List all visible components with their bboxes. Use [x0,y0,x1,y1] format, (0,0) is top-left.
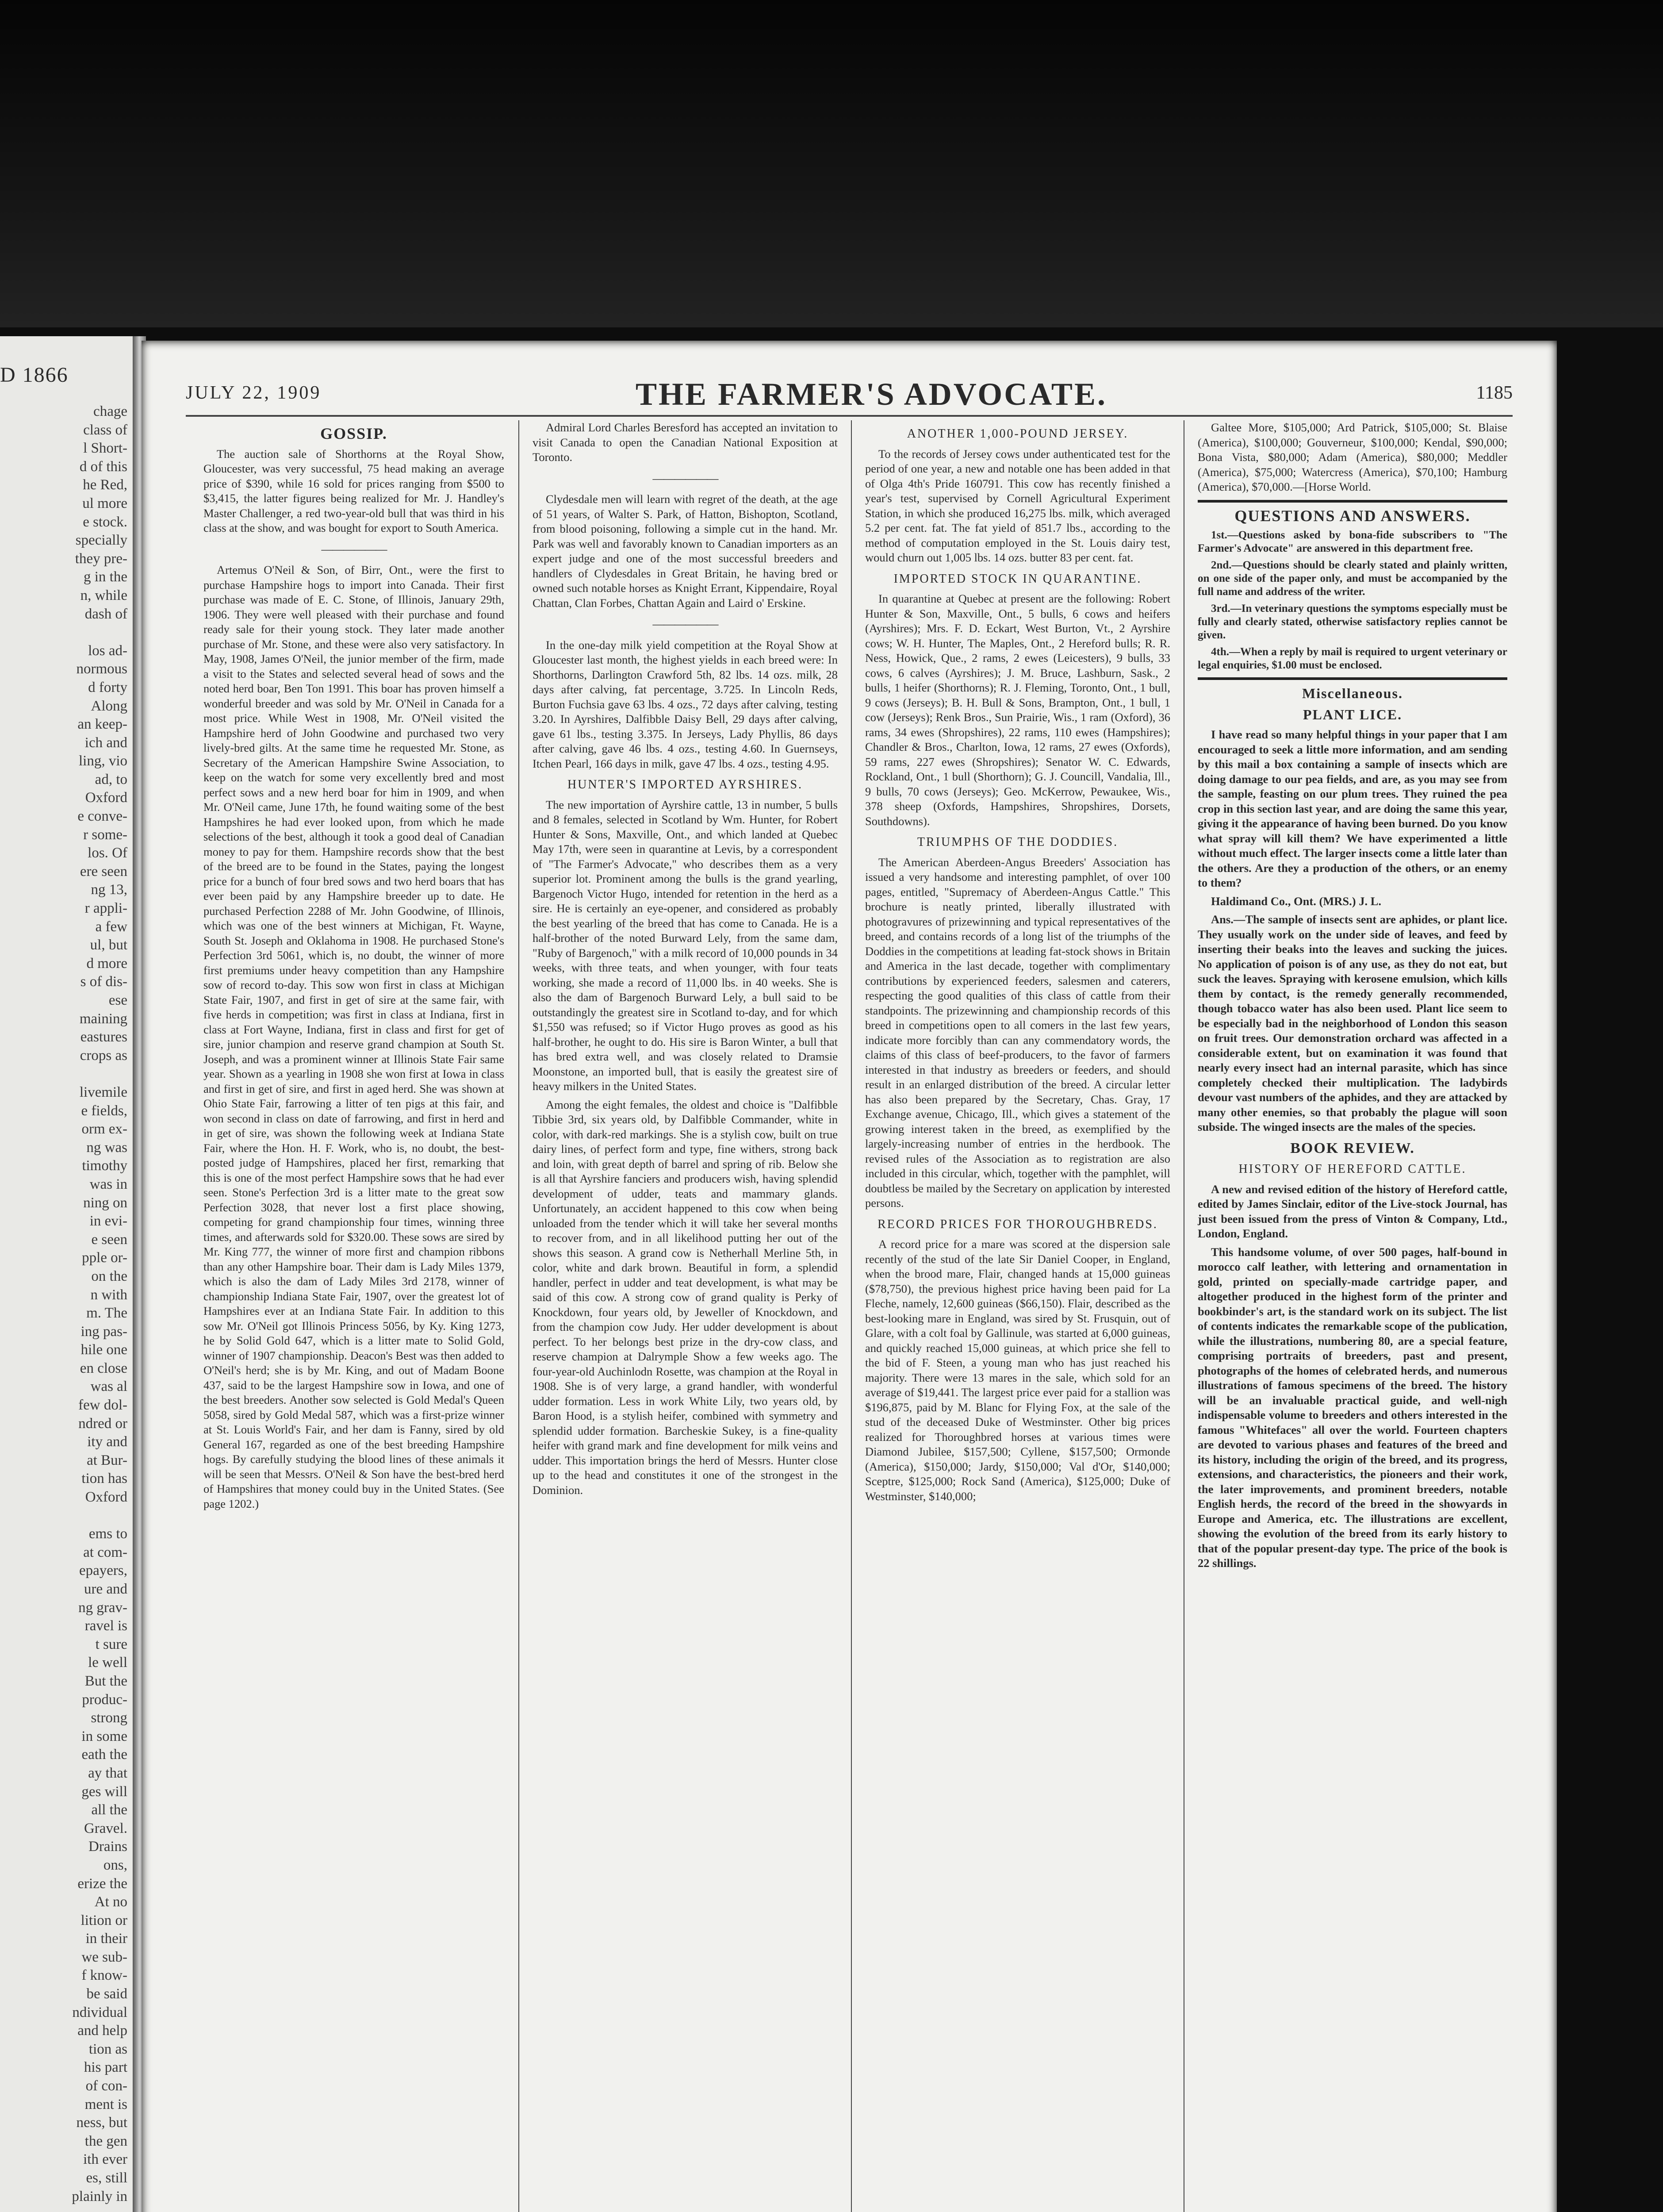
adjacent-page-line [4,623,127,642]
adjacent-page-line: class of [83,422,127,438]
adjacent-page-line: few dol- [78,1397,127,1413]
qa-rule-1: 1st.—Questions asked by bona-fide subscribers to "The Farmer's Advocate" are answered in this department free. [1198,529,1507,554]
adjacent-page-line: s of dis- [80,974,127,990]
doddies-paragraph: The American Aberdeen-Angus Breeders' Association has issued a very handsome and interesting pamphlet, of over 100 pages, entitled, "Supremacy of Aberdeen-Angus Cattle." This brochure is neatly printed, liberally illustrated with photogravures of prizewinning and typical representatives of the breed, and contains records of a long list of the triumphs of the Doddies in the competitions at leading fat-stock shows in Britain and America in the last decade, together with complimentary contributions by experienced feeders, salesmen and caterers, respecting the good qualities of this class of cattle from their standpoints. The prizewinning and championship records of this breed in competitions open to all comers in the last few years, indicate more forcibly than can any commendatory words, the claims of this class of beef-producers, to the favor of farmers interested in that industry as breeders or feeders, and should result in an enlarged distribution of the breed. A circular letter has also been prepared by the Secretary, Chas. Gray, 17 Exchange avenue, Chicago, Ill., which gives a statement of the growing interest taken in the breed, as exemplified by the largely-increasing number of entries in the herdbook. The revised rules of the Association as to registration are also included in this circular, which, together with the pamphlet, will doubtless be mailed by the Secretary on application by interested persons. [865,855,1170,1210]
adjacent-page-line: But the [84,1673,127,1689]
adjacent-page-line: ges will [81,1783,127,1800]
adjacent-page-line: erize the [77,1875,127,1892]
page-header [186,376,1513,411]
adjacent-page-line: at com- [83,1544,127,1560]
adjacent-page-line: tion has [81,1471,127,1487]
adjacent-page-line [4,1507,127,1525]
book-review-paragraph-1: A new and revised edition of the history of Hereford cattle, edited by James Sinclair, editor of the Live-stock Journal, has just been issued from the press of Vinton & Company, Ltd., London, England. [1198,1182,1507,1240]
separator: —————— [321,542,387,556]
adjacent-page-line: dash of [84,606,127,622]
adjacent-page-line: eath the [81,1747,127,1763]
adjacent-page-line: Oxford [85,1489,127,1505]
thoroughbreds-heading: RECORD PRICES FOR THOROUGHBREDS. [877,1217,1158,1231]
adjacent-page-line: e conve- [77,808,127,825]
adjacent-page-line: ning on [83,1194,127,1211]
column-3 [865,420,1170,1507]
book-review-subheading: HISTORY OF HEREFORD CATTLE. [1238,1162,1467,1176]
thoroughbreds-paragraph: A record price for a mare was scored at the dispersion sale recently of the stud of the late Sir Daniel Cooper, in England, when the brood mare, Flair, changed hands at 15,000 guineas ($78,750), the previous highest price having been paid for La Fleche, namely, 12,600 guineas ($66,150). Flair, described as the best-looking mare in England, was sired by St. Frusquin, out of Glare, with a colt foal by Gallinule, was started at 6,000 guineas, and quickly reached 15,000 guineas, at which price she fell to the bid of F. Steen, a young man who has just reached his majority. There were 13 mares in the sale, which sold for an average of $19,441. The largest price ever paid for a stallion was $196,875, paid by M. Blanc for Flying Fox, at the sale of the stud of the deceased Duke of Westminster. Other big prices realized for Thoroughbred horses at various times were Diamond Jubilee, $157,500; Cyllene, $157,500; Ormonde (America), $150,000; Jardy, $150,000; Val d'Or, $140,000; Sceptre, $125,000; Rock Sand (America), $125,000; Duke of Westminster, $140,000; [865,1237,1170,1503]
plant-lice-heading: PLANT LICE. [1303,706,1402,722]
ayrshires-paragraph-1: The new importation of Ayrshire cattle, 13 in number, 5 bulls and 8 females, selected in Scotland by Wm. Hunter, for Robert Hunter & Sons, Maxville, Ont., and which landed at Quebec May 17th, were seen in quarantine at Levis, by a correspondent of "The Farmer's Advocate," who describes them as a very superior lot. Prominent among the bulls is the grand yearling, Bargenoch Victor Hugo, intended for retention in the herd as a sire. He is certainly an eye-opener, and considered as probably the best yearling of the breed that has come to Canada. He is a half-brother of the noted Burward Lely, from the same dam, "Ruby of Bargenoch," with a milk record of 10,000 pounds in 34 weeks, with three teats, and when younger, with four teats working, she made a record of 11,000 lbs. in 40 weeks. She is also the dam of Bargenoch Burward Lely, a bull said to be outstandingly the greatest sire in Scotland to-day, and for which $1,550 was refused; so if Victor Hugo proves as good as his half-brother, he ought to do. His sire is Baron Winter, a bull that has bred extra well, and was closely related to Dramsie Moonstone, an imported bull, that is easily the greatest sire of heavy milkers in the United States. [533,798,838,1093]
adjacent-page-line: ness, but [76,2115,127,2131]
adjacent-page-line: crops as [80,1047,127,1064]
quarantine-paragraph: In quarantine at Quebec at present are the following: Robert Hunter & Son, Maxville, Ont., 5 bulls, 6 cows and heifers (Ayrshires); Mrs. F. D. Eckart, West Burton, Vt., 2 Ayrshire cows; W. H. Hunter, The Maples, Ont., 2 Hereford bulls; R. R. Ness, Howick, Que., 2 rams, 2 ewes (Leicesters), 9 bulls, 33 cows, 6 calves (Ayrshires); J. M. Bruce, Lashburn, Sask., 2 bulls, 1 heifer (Shorthorns); R. J. Fleming, Toronto, Ont., 1 bull, 9 cows (Jerseys); B. H. Bull & Sons, Brampton, Ont., 1 bull, 1 cow (Jerseys); Renk Bros., Sun Prairie, Wis., 1 ram (Oxford), 36 rams, 34 ewes (Shropshires), 22 rams, 110 ewes (Hampshires); Chandler & Bros., Charlton, Iowa, 12 rams, 27 ewes (Oxfords), 59 rams, 227 ewes (Shropshires); Senator W. C. Edwards, Rockland, Ont., 1 bull (Shorthorn); G. J. Councill, Vandalia, Ill., 9 bulls, 70 cows (Jerseys); Geo. McKerrow, Pewaukee, Wis., 378 sheep (Oxfords, Hampshires, Shropshires, Dorsets, Southdowns). [865,592,1170,828]
masthead-title: THE FARMER'S ADVOCATE. [636,376,1107,412]
adjacent-page-line: e stock. [83,514,127,530]
adjacent-page-line: ng 13, [91,882,127,898]
adjacent-page-line: timothy [82,1158,127,1174]
adjacent-page-line: orm ex- [81,1121,127,1137]
gossip-paragraph-2: Artemus O'Neil & Son, of Birr, Ont., were the first to purchase Hampshire hogs to import into Canada. Their first purchase was made of E. C. Stone, of Illinois, January 29th, 1906. They were well pleased with their purchase and found ready sale for their young stock. They later made another purchase of Mr. Stone, and these were also very satisfactory. In May, 1908, James O'Neil, the junior member of the firm, made a visit to the States and selected several head of sows and the noted herd boar, Ben Ton 1991. This boar has proven himself a wonderful breeder and was sold by Mr. O'Neil in Canada for a most price. While West in 1908, Mr. O'Neil visited the Hampshire herd of John Goodwine and purchased two very lively-bred gilts. At the same time he requested Mr. Stone, as Secretary of the American Hampshire Swine Association, to keep on the watch for some very excellently bred and most perfect sows and a new herd boar for him in 1909, and when Mr. O'Neil came, June 17th, he found waiting some of the best Hampshires he had ever looked upon, from which he made selections of the best, although it took a good deal of Canadian money to pay for them. Hampshire records show that the best of the breed are to be found in the States, paying the longest price for a bunch of four bred sows and two herd boars that has ever been paid by any Hampshire breeder up to date. He purchased Perfection 2288 of Mr. John Goodwine, of Illinois, which was one of the best winners at Michigan, Ft. Wayne, South St. Joseph and Oklahoma in 1908. He purchased Stone's Perfection 3rd 5061, which is, no doubt, the winner of more first premiums under heavy competition than any Hampshire sow of record to-day. This sow won first in class at Michigan State Fair, 1907, and first in get of sire at the same fair, with five herds in competition; was first in class at Indiana, first in class at Fort Wayne, Indiana, first in class and first for get of sire, junior champion and reserve grand champion at South St. Joseph, and was a prominent winner at Illinois State Fair same year. Shown as a yearling in 1908 she won first at Iowa in class and first in get of sire, and first in aged herd. She was shown at Ohio State Fair, farrowing a litter of ten pigs at this fair, and won second in class on date of farrowing, and first in herd and in get of sire, was shown the following week at Indiana State Fair, where the Hon. H. F. Work, who is, no doubt, the best-posted judge of Hampshires, placed her first, remarking that this is one of the most perfect Hampshire sows that he had ever seen. Stone's Perfection 3rd is a litter mate to the great sow Perfection 3028, that never lost a first place showing, competing for grand championship four times, winning three times, and afterwards sold for $320.00. These sows are sired by Mr. King 777, the winner of more first and champion ribbons than any other Hampshire boar. Their dam is Lady Miles 1379, which is also the dam of Lady Miles 3rd 2178, winner of championship Indiana State Fair, 1907, over the greatest lot of Hampshires ever at an Indiana State Fair. In addition to this sow Mr. O'Neil got Illinois Princess 5056, by Ky. King 1273, he by Solid Gold 647, which is a litter mate to Solid Gold, winner of 1907 championship. Deacon's Best was then added to O'Neil's herd; she is by Mr. King, and out of Madam Boone 437, said to be the largest Hampshire sow in Iowa, and one of the best breeders. Another sow selected is Gold Medal's Queen 5058, sired by Gold Medal 587, which was a first-prize winner at St. Louis World's Fair, and her dam is Fanny, sired by old General 167, regarded as one of the best breeding Hampshire hogs. By carefully studying the blood lines of these animals it will be seen that Messrs. O'Neil & Son have the best-bred herd of Hampshires that money could buy in the United States. (See page 1202.) [203,563,504,1510]
horse-prices-paragraph: Galtee More, $105,000; Ard Patrick, $105,000; St. Blaise (America), $100,000; Gouverneur, $100,000; Kendal, $90,000; Bona Vista, $80,000; Adam (America), $80,000; Meddler (America), $75,000; Watercress (America), $70,100; Hamburg (America), $70,000.—[Horse World. [1198,421,1507,493]
adjacent-page-line: los ad- [88,642,127,659]
separator: —————— [652,471,718,485]
adjacent-page-line: hile one [80,1342,127,1358]
adjacent-page-line: ons, [103,1857,127,1873]
ayrshires-paragraph-2: Among the eight females, the oldest and choice is "Dalfibble Tibbie 3rd, six years old, by Dalfibble Commander, white in color, with dark-red markings. She is a stylish cow, built on true dairy lines, of perfect form and type, fine withers, strong back and loin, with great depth of barrel and spring of rib. Below she is all that Ayrshire fanciers and producers wish, having splendid development of udder, teats and mammary glands. Unfortunately, an accident happened to this cow when being unloaded from the tender which it will take her several months to recover from, and in all likelihood putting her out of the shows this season. A grand cow is Netherhall Merline 5th, in color, white and dark brown. Beautiful in form, a splendid handler, perfect in udder and teat development, is what may be said of this cow. A strong cow of grand quality is Perky of Knockdown, four years old, by Jeweller of Knockdown, and from the champion cow Judy. Her udder development is about perfect. To her belongs best prize in the dry-cow class, and reserve champion at Dalrymple Show a few weeks ago. The four-year-old Auchinlodn Rosette, was champion at the Royal in 1908. She is of very large, a grand handler, with wonderful udder formation. Less in work White Lily, two years old, by Baron Hood, is a stylish heifer, combined with symmetry and splendid udder formation. Barcheskie Sukey, is a fine-quality heifer with grand mark and fine development for milk veins and udder. This importation brings the herd of Messrs. Hunter close up to the head and constitutes it one of the strongest in the Dominion. [533,1098,838,1497]
adjacent-page-line: specially [75,532,127,549]
adjacent-page-line: in their [85,1931,127,1947]
adjacent-page-line: he Red, [83,477,127,493]
adjacent-page-line: ment is [84,2096,127,2112]
adjacent-page-line: ing pas- [80,1323,127,1340]
adjacent-page-line: ity and [87,1434,127,1450]
column-2-paragraph-3: In the one-day milk yield competition at the Royal Show at Gloucester last month, the highest yields in each breed were: In Shorthorns, Darlington Crawford 5th, 82 lbs. 14 ozs. milk, 28 days after calving, fat percentage, 3.725. In Lincoln Reds, Burton Fuchsia gave 63 lbs. 4 ozs., 72 days after calving, testing 3.20. In Ayrshires, Dalfibble Daisy Bell, 29 days after calving, gave 61 lbs., testing 3.375. In Jerseys, Lady Phyllis, 86 days after calving, gave 46 lbs. 4 ozs., testing 4.60. In Guernseys, Itchen Pearl, 166 days in milk, gave 47 lbs. 4 ozs., testing 4.95. [533,638,838,770]
jersey-paragraph: To the records of Jersey cows under authenticated test for the period of one year, a new and notable one has been added in that of Olga 4th's Pride 160791. This cow has recently finished a year's test, supervised by Cornell Agricultural Experiment Station, in which she produced 16,275 lbs. milk, which averaged 5.2 per cent. fat. The fat yield of 851.7 lbs., according to the method of computation employed in the St. Louis dairy test, would churn out 1,005 lbs. 14 ozs. butter 83 per cent. fat. [865,447,1170,564]
adjacent-page-line: we sub- [81,1949,127,1965]
adjacent-page-line: l Short- [83,440,127,457]
miscellaneous-heading: Miscellaneous. [1302,685,1403,701]
adjacent-page-line: on the [91,1268,127,1284]
adjacent-page-line: en close [80,1360,127,1376]
adjacent-page-line: ling, vio [78,753,127,769]
adjacent-page-line: pple or- [82,1250,127,1266]
adjacent-page-line: was in [89,1176,127,1192]
adjacent-page-line: es, still [86,2170,127,2186]
book-review-paragraph-2: This handsome volume, of over 500 pages, half-bound in morocco calf leather, with lettering and ornamentation in gold, printed on specially-made cartridge paper, and altogether produced in the highest form of the printer and bookbinder's art, is the standard work on its subject. The list of contents indicates the remarkable scope of the publication, while the illustrations, numbering 80, are a special feature, comprising portraits of breeders, past and present, photographs of the homes of celebrated herds, and numerous illustrations of famous specimens of the breed. The history will be an invaluable practical guide, and well-nigh indispensable volume to breeders and others interested in the famous "Whitefaces" all over the world. Fourteen chapters are devoted to various phases and features of the breed and its history, including the origin of the breed, and its progress, extensions, and characteristics, the pioneers and their work, the later improvements, and prominent breeders, notable English herds, the record of the breed in the showyards in Europe and America, etc. The illustrations are excellent, showing the evolution of the breed from its early history to that of the popular present-day type. The price of the book is 22 shillings. [1198,1245,1507,1570]
adjacent-page-line: at Bur- [87,1452,127,1468]
jersey-heading: ANOTHER 1,000-POUND JERSEY. [907,427,1129,441]
adjacent-page-header: D 1866 [0,363,69,387]
questions-answers-heading: QUESTIONS AND ANSWERS. [1234,507,1471,525]
gossip-paragraph-1: The auction sale of Shorthorns at the Royal Show, Gloucester, was very successful, 75 head making an average price of $390, while 16 sold for prices ranging from $500 to $3,415, the latter figures being realized for Mr. J. Handley's Master Challenger, a red two-year-old bull that was third in his class at the show, and was bought for export to South America. [203,447,504,534]
gossip-heading: GOSSIP. [320,425,387,442]
column-divider-2 [851,420,852,2212]
column-2-paragraph-2: Clydesdale men will learn with regret of the death, at the age of 51 years, of Walter S. Park, of Hatton, Bishopton, Scotland, from blood poisoning, following a simple cut in the hand. Mr. Park was well and favorably known to Canadian importers as an expert judge and one of the most successful breeders and handlers of Clydesdales in Great Britain, he having bred or owned such notable horses as Knight Errant, Kippendaire, Royal Chattan, Clan Forbes, Chattan Again and Laird o' Erskine. [533,492,838,610]
adjacent-page-line: was al [90,1379,127,1395]
adjacent-page-line: At no [94,1894,127,1910]
adjacent-page-line: maining [79,1010,127,1027]
column-divider-1 [518,420,519,2212]
scanner-background-top [0,0,1663,327]
adjacent-page-line: e fields, [81,1102,127,1119]
adjacent-page-line: plainly in [72,2188,127,2204]
adjacent-page-line: ay that [88,1765,127,1781]
adjacent-page-line: the gen [84,2133,127,2149]
adjacent-page-line: Gravel. [84,1820,127,1836]
separator: —————— [652,617,718,630]
adjacent-page-line: m. The [86,1305,127,1321]
column-2 [533,420,838,1501]
adjacent-page-line: all the [91,1802,127,1818]
doddies-heading: TRIUMPHS OF THE DODDIES. [917,835,1119,849]
qa-rule-4: 4th.—When a reply by mail is required to urgent veterinary or legal enquiries, $1.00 must be enclosed. [1198,646,1507,671]
adjacent-page-line: r some- [83,826,127,843]
adjacent-page-line: a few [95,918,127,935]
adjacent-page-line: ndividual [72,2004,127,2020]
adjacent-page-line: t sure [95,1636,127,1652]
adjacent-page-line: ng grav- [78,1599,127,1616]
adjacent-page-line: of con- [85,2078,127,2094]
column-4 [1198,420,1507,1575]
adjacent-page-line: normous [76,661,127,677]
adjacent-page-line: ng was [86,1139,127,1156]
adjacent-page-line: produc- [82,1691,127,1708]
adjacent-page-line: chage [93,403,127,419]
plant-lice-signature: Haldimand Co., Ont. (MRS.) J. L. [1211,894,1382,908]
column-2-paragraph-1: Admiral Lord Charles Beresford has accepted an invitation to visit Canada to open the Canadian National Exposition at Toronto. [533,421,838,464]
qa-rule-3: 3rd.—In veterinary questions the symptoms especially must be fully and clearly stated, otherwise satisfactory replies cannot be given. [1198,603,1507,641]
section-rule [1198,677,1507,680]
adjacent-page-line: and help [77,2023,127,2039]
adjacent-page-line: ure and [84,1581,127,1597]
adjacent-page-line [4,1065,127,1083]
quarantine-heading: IMPORTED STOCK IN QUARANTINE. [893,572,1142,586]
adjacent-page-line: e seen [91,1231,127,1248]
adjacent-page-line: livemile [79,1084,127,1100]
adjacent-page-line: ad, to [95,771,127,787]
adjacent-page-line: Drains [88,1839,127,1855]
adjacent-page-line: strong [91,1710,127,1726]
plant-lice-question: I have read so many helpful things in your paper that I am encouraged to seek a little more information, and am sending by this mail a box containing a sample of insects which are doing damage to our pea fields, and are, as you may see from the sample, feasting on our plum trees. They ruined the pea crop in this section last year, and are doing the same this year, giving it the appearance of having been burned. Do you know what spray will kill them? We have experimented a little without much effect. The larger insects come a little later than the others. Are they a production of the others, or an enemy to them? [1198,728,1507,889]
adjacent-page-fragment [0,336,133,2212]
adjacent-page-line: n with [90,1286,127,1303]
header-rule [186,415,1513,417]
adjacent-page-line: d of this [79,458,127,475]
adjacent-page-line: ul, but [90,937,127,953]
book-review-heading: BOOK REVIEW. [1290,1140,1415,1156]
column-1 [203,420,504,1515]
adjacent-page-line: ich and [84,734,127,751]
adjacent-page-line: ese [108,992,127,1008]
adjacent-page-line: epayers, [79,1563,127,1579]
adjacent-page-line: lition or [80,1912,127,1928]
adjacent-page-text [4,403,127,2212]
page-number: 1185 [1476,383,1513,403]
adjacent-page-line: f know- [81,1967,127,1984]
adjacent-page-line: be said [86,1986,127,2002]
adjacent-page-line [4,2206,127,2212]
adjacent-page-line: r appli- [84,900,127,917]
adjacent-page-line: d more [86,955,127,972]
adjacent-page-line: they pre- [75,550,127,567]
adjacent-page-line: his part [84,2059,127,2076]
adjacent-page-line: ndred or [78,1415,127,1432]
adjacent-page-line: d forty [88,679,127,695]
adjacent-page-line: ems to [88,1526,127,1542]
adjacent-page-line: Oxford [85,790,127,806]
qa-rule-2: 2nd.—Questions should be clearly stated and plainly written, on one side of the paper only, and must be accompanied by the full name and address of the writer. [1198,559,1507,598]
issue-date: JULY 22, 1909 [186,383,322,403]
section-rule [1198,500,1507,503]
adjacent-page-line: ith ever [83,2151,127,2168]
adjacent-page-line: ere seen [80,863,127,879]
adjacent-page-line: tion as [88,2041,127,2057]
adjacent-page-line: Along [91,698,127,714]
ayrshires-heading: HUNTER'S IMPORTED AYRSHIRES. [567,778,803,791]
plant-lice-answer: Ans.—The sample of insects sent are aphides, or plant lice. They usually work on the under side of leaves, and feed by inserting their beaks into the leaves and sucking the juices. No application of poison is of any use, as they do not eat, but suck the leaves. Spraying with kerosene emulsion, which kills them by contact, is the remedy generally recommended, though tobacco water has also been used. Plant lice seem to be especially bad in the neighborhood of London this season on fruit trees. Our demonstration orchard was affected in a considerable extent, but on examination it was found that nearly every insect had an internal parasite, which has since completely checked their multiplication. The ladybirds devour vast numbers of the aphides, and they are attacked by many other enemies, so that probably the plague will soon subside. The winged insects are the males of the species. [1198,913,1507,1133]
adjacent-page-line: los. Of [88,845,127,861]
adjacent-page-line: an keep- [77,716,127,733]
adjacent-page-line: g in the [84,569,127,585]
adjacent-page-line: ravel is [84,1618,127,1634]
newspaper-page [142,341,1557,2212]
adjacent-page-line: in some [81,1728,127,1744]
adjacent-page-line: n, while [80,587,127,603]
adjacent-page-line: ul more [82,495,127,511]
adjacent-page-line: le well [88,1655,127,1671]
adjacent-page-line: in evi- [89,1213,127,1229]
adjacent-page-line: eastures [80,1029,127,1045]
